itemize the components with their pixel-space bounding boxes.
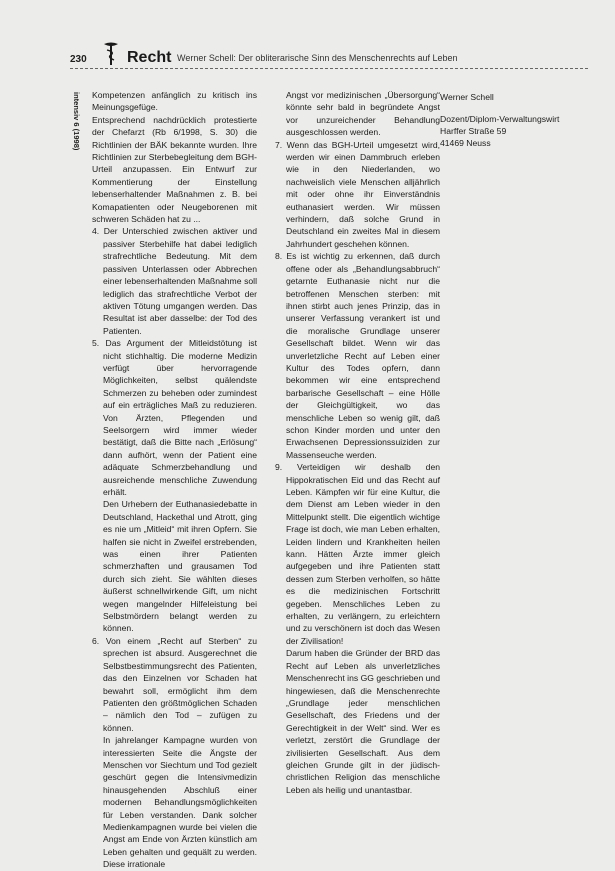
paragraph: In jahrelanger Kampagne wurden von interessierten Seite die Ängste der Menschen vor Siechtum und Tod gezielt geschürt gegen die Intensivmedizin hinausgehenden Abschluß einer modernen Behandlungsmöglichkeiten für Leben verstanden. Dank solcher Medienkampagnen wurde bei vielen die Angst am Ende von Ärzten künstlich am Leben gehalten und gequält zu werden. Diese irrationale bbox=[103, 735, 257, 870]
paragraph: Entsprechend nachdrücklich protestierte der Chefarzt (Rb 6/1998, S. 30) die Richtlinien der BÄK bekannte wurden. Ihre Richtlinien zur Sterbebegleitung dem BGH-Urteil anzupassen. Ein Entwurf zur Kommentierung der Einstellung lebenserhaltender Maßnahmen z. B. bei Komapatienten oder Neugeborenen mit schweren Schäden hat zu ... bbox=[92, 114, 257, 225]
numbered-paragraph: 5. Das Argument der Mitleidstötung ist nicht stichhaltig. Die moderne Medizin verfügt über hervorragende Möglichkeiten, selbst quälendste Schmerzen zu beheben oder zumindest auf ein erträgliches Maß zu reduzieren. Von Ärzten, Pflegenden und Seelsorgern wird immer wieder bestätigt, daß die Bitte nach „Erlösung“ dann aufhört, wenn der Patient eine adäquate Schmerzbehandlung und ausreichende menschliche Zuwendung erhält. bbox=[92, 338, 257, 497]
numbered-paragraph: 7. Wenn das BGH-Urteil umgesetzt wird, werden wir einen Dammbruch erleben wie in den Niederlanden, wo nachweislich viele Menschen alljährlich mit oder ohne ihr Einverständnis euthanasiert werden. Wir müssen verhindern, daß solche Grund in Deutschland ein zweites Mal in diesem Jahrhundert geschehen können. bbox=[275, 139, 440, 249]
author-address-line: 41469 Neuss bbox=[440, 138, 491, 148]
numbered-paragraph: 8. Es ist wichtig zu erkennen, daß durch offene oder als „Behandlungsabbruch“ getarnte Euthanasie nicht nur die betroffenen Menschen sterben: mit ihnen stirbt auch jenes Prinzip, das in unserer Verfassung verankert ist und die moralische Grundlage unserer Gesellschaft bildet. Wenn wir das unverletzliche Recht auf Leben einer Kultur des Todes opfern, dann bekommen wir eine entsprechend barbarische Gesellschaft – eine Hölle der Gleichgültigkeit, wo das menschliche Leben so wenig gilt, daß schon Kinder morden und unter den Erwachsenen Depressionssuiziden zur Massenseuche werden. bbox=[275, 251, 440, 460]
paragraph: Den Urhebern der Euthanasiedebatte in Deutschland, Hackethal und Atrott, ging es nie um „Mitleid“ mit ihren Opfern. Sie halfen sie nicht in Zweifel erstrebenden, was einen ihrer Patienten schmerzhaften und grausamen Tod durch sich zieht. Sie wählten dieses äußerst schnellwirkende Gift, um nicht wegen mangelnder Hilfeleistung bei Selbstmördern belangt werden zu können. bbox=[103, 499, 257, 634]
section-brand: Recht bbox=[127, 49, 172, 66]
running-title: Werner Schell: Der obliterarische Sinn des Menschenrechts auf Leben bbox=[177, 53, 458, 63]
text-column-2 bbox=[275, 89, 440, 796]
author-name: Werner Schell bbox=[440, 92, 494, 102]
paragraph: Angst vor medizinischen „Übersorgung“ könnte sehr bald in begründete Angst vor unzureichender Behandlung ausgeschlossen werden. bbox=[286, 90, 440, 138]
header-rule bbox=[70, 68, 588, 69]
paragraph: Darum haben die Gründer der BRD das Recht auf Leben als unverletzliches Menschenrecht ins GG geschrieben und hingewiesen, daß die Menschenrechte „Grundlage jeder menschlichen Gesellschaft, des Friedens und der Gerechtigkeit in der Welt“ sind. Wer es verletzt, zerstört die Grundlage der zivilisierten Gesellschaft. Aus dem gleichen Grunde gilt in der jüdisch-christlichen Religion das menschliche Leben als heilig und unantastbar. bbox=[286, 648, 440, 795]
author-box bbox=[440, 91, 585, 149]
numbered-paragraph: 4. Der Unterschied zwischen aktiver und passiver Sterbehilfe hat dabei lediglich strafrechtliche Bedeutung. Mit dem passiven Unterlassen oder Abbrechen einer lebenserhaltenden Maßnahme soll lediglich das strafrechtliche Verbot der aktiven Tötung umgangen werden. Das Resultat ist aber dasselbe: der Tod des Patienten. bbox=[92, 226, 257, 336]
text-column-1 bbox=[92, 89, 257, 871]
numbered-paragraph: 9. Verteidigen wir deshalb den Hippokratischen Eid und das Recht auf Leben. Kämpfen wir für eine Kultur, die dem Dienst am Leben wieder in den Mittelpunkt stellt. Die eigentlich wichtige Frage ist doch, wie man Leben erhalten, Leiden lindern und Krankheiten heilen kann. Hätten Ärzte immer gleich aufgegeben und ihre Patienten statt dessen zum Sterben verholfen, so hätte es die medizinischen Fortschritt gegeben. Menschliches Leben zu erhalten, zu verlängern, zu erleichtern und zu verschönern ist doch das Wesen der Zivilisation! bbox=[275, 462, 440, 646]
side-label-text: intensiv 6 (1998) bbox=[72, 92, 81, 151]
side-label bbox=[69, 92, 83, 212]
staff-of-asclepius-icon bbox=[100, 40, 122, 66]
page-number: 230 bbox=[70, 54, 87, 65]
author-address-line: Dozent/Diplom-Verwaltungswirt bbox=[440, 114, 560, 124]
numbered-paragraph: 6. Von einem „Recht auf Sterben“ zu sprechen ist absurd. Ausgerechnet die Selbstbestimmungsrecht des Patienten, das den Einzelnen vor Schaden hat bewahrt soll, ermöglicht ihm dem Patienten den größtmöglichen Schaden – nämlich den Tod – zufügen zu können. bbox=[92, 635, 257, 733]
author-address-line: Harffer Straße 59 bbox=[440, 126, 507, 136]
paragraph: Kompetenzen anfänglich zu kritisch ins Meinungsgefüge. bbox=[92, 90, 257, 113]
